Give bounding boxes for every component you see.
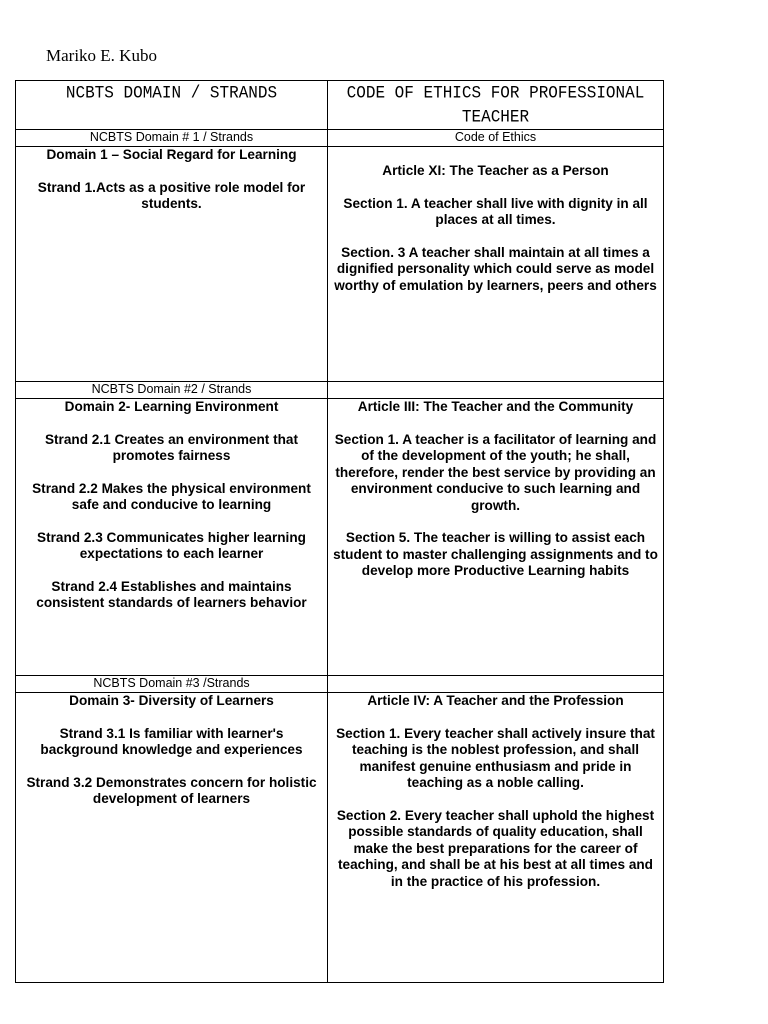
header-ncbts-domain-strands: NCBTS DOMAIN / STRANDS: [16, 81, 328, 130]
content-row: [16, 399, 664, 676]
content-row: [16, 147, 664, 382]
domain-cell: [16, 147, 328, 382]
table-header-row: [16, 81, 664, 130]
strand-text: Strand 3.1 Is familiar with learner's background knowledge and experiences: [40, 725, 303, 757]
domain-title: Domain 3- Diversity of Learners: [69, 693, 274, 708]
subheader-row: [16, 676, 664, 693]
subheader-ethics: [328, 382, 664, 399]
domain-cell: [16, 399, 328, 676]
domain-title: Domain 1 – Social Regard for Learning: [46, 147, 297, 162]
subheader-domain: NCBTS Domain #3 /Strands: [16, 676, 328, 693]
domain-title: Domain 2- Learning Environment: [64, 399, 279, 414]
ethics-cell: [328, 693, 664, 983]
ethics-cell: [328, 147, 664, 382]
section-text: Section 1. A teacher shall live with dignity in all places at all times.: [343, 195, 648, 227]
strand-text: Strand 2.2 Makes the physical environment safe and conducive to learning: [32, 480, 311, 512]
strand-text: Strand 3.2 Demonstrates concern for holistic development of learners: [26, 774, 317, 806]
strand-text: Strand 2.3 Communicates higher learning expectations to each learner: [37, 529, 306, 561]
subheader-ethics: Code of Ethics: [328, 130, 664, 147]
subheader-row: [16, 130, 664, 147]
subheader-ethics: [328, 676, 664, 693]
ncbts-ethics-table: [15, 80, 664, 983]
domain-cell: [16, 693, 328, 983]
strand-text: Strand 2.1 Creates an environment that promotes fairness: [44, 431, 299, 463]
strand-text: Strand 1.Acts as a positive role model for students.: [37, 179, 306, 211]
subheader-domain: NCBTS Domain #2 / Strands: [16, 382, 328, 399]
section-text: Section 2. Every teacher shall uphold the highest possible standards of quality education, shall make the best preparations for the career of teaching, and shall be at his best at all times and in the practice of his profession.: [336, 807, 655, 889]
section-text: Section 1. A teacher is a facilitator of learning and of the development of the youth; he shall, therefore, render the best service by providing an environment conducive to such learning and growth.: [334, 431, 657, 513]
subheader-domain: NCBTS Domain # 1 / Strands: [16, 130, 328, 147]
header-code-of-ethics: CODE OF ETHICS FOR PROFESSIONAL TEACHER: [328, 81, 664, 130]
subheader-row: [16, 382, 664, 399]
author-name: Mariko E. Kubo: [46, 46, 157, 65]
content-row: [16, 693, 664, 983]
article-title: Article XI: The Teacher as a Person: [382, 163, 609, 178]
section-text: Section. 3 A teacher shall maintain at all times a dignified personality which could serve as model worthy of emulation by learners, peers and others: [334, 244, 657, 293]
strand-text: Strand 2.4 Establishes and maintains consistent standards of learners behavior: [36, 578, 307, 610]
article-title: Article IV: A Teacher and the Profession: [367, 693, 624, 708]
section-text: Section 5. The teacher is willing to assist each student to master challenging assignments and to develop more Productive Learning habits: [333, 530, 658, 578]
article-title: Article III: The Teacher and the Community: [357, 399, 634, 414]
section-text: Section 1. Every teacher shall actively insure that teaching is the noblest profession, and shall manifest genuine enthusiasm and pride in teaching as a noble calling.: [336, 725, 655, 790]
ethics-cell: [328, 399, 664, 676]
